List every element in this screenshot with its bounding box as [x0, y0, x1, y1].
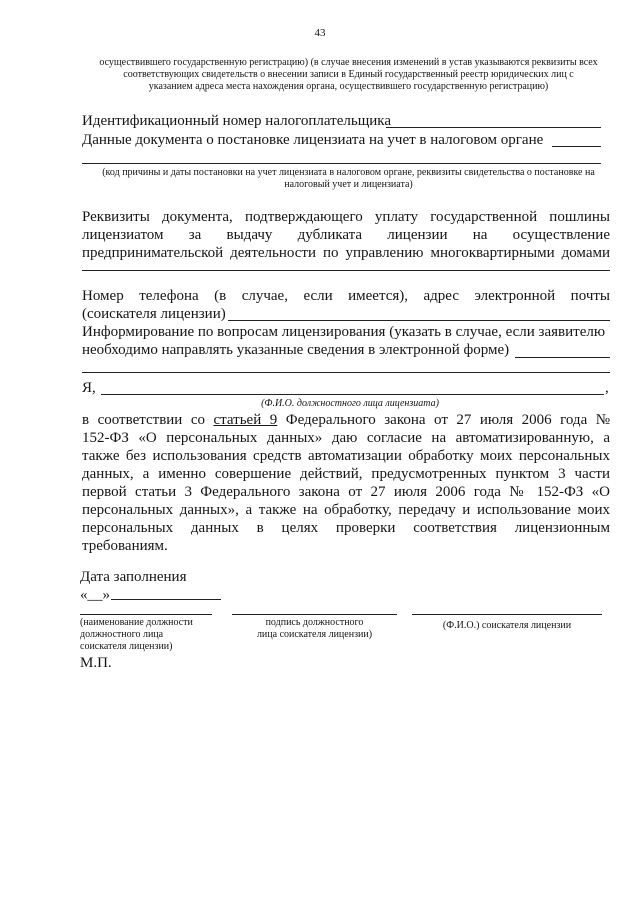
position-caption — [80, 617, 193, 653]
signature-caption — [232, 617, 397, 641]
consent-line: требованиям. — [82, 538, 168, 554]
fio-field-line[interactable] — [101, 394, 604, 395]
fee-field-line[interactable] — [82, 270, 610, 271]
position-caption-line: соискателя лицензии) — [80, 641, 173, 652]
consent-line: 152-ФЗ «О персональных данных» даю согласие на автоматизированную, а — [82, 430, 610, 446]
ya-label: Я, — [82, 380, 96, 396]
inn-label: Идентификационный номер налогоплательщика — [82, 113, 392, 129]
position-caption-line: (наименование должности — [80, 617, 193, 628]
consent-line — [82, 411, 610, 429]
info-line: необходимо направлять указанные сведения в электронной форме) — [82, 342, 510, 358]
tax-note-line: налоговый учет и лицензиата) — [284, 179, 413, 190]
fee-line: Реквизиты документа, подтверждающего уплату государственной пошлины — [82, 209, 610, 225]
registration-note-line: указанием адреса места нахождения органа, осуществившего государственную регистрацию) — [148, 81, 549, 92]
tax-doc-field-line-2[interactable] — [82, 163, 601, 164]
consent-text: Федерального закона от 27 июля 2006 года № — [285, 412, 611, 428]
position-caption-line: должностного лица — [80, 629, 164, 640]
date-label: Дата заполнения — [80, 569, 187, 585]
registration-note — [76, 57, 621, 93]
signature-caption-line: подпись должностного — [265, 617, 364, 628]
info-paragraph — [82, 323, 610, 359]
consent-line: первой статьи 3 Федерального закона от 27 июля 2006 года № 152-ФЗ «О — [82, 484, 610, 500]
date-field-line[interactable] — [111, 599, 221, 600]
comma: , — [605, 380, 609, 396]
date-quote: «__» — [80, 587, 110, 603]
fee-line: предпринимательской деятельности по управлению многоквартирными домами — [82, 245, 610, 261]
consent-text: в соответствии со — [82, 412, 205, 428]
phone-line: (соискателя лицензии) — [82, 306, 226, 322]
signature-field-line[interactable] — [232, 614, 397, 615]
tax-note-line: (код причины и даты постановки на учет лицензиата в налоговом органе, реквизиты свидетельства о постановке на — [102, 167, 595, 178]
tax-doc-field-line[interactable] — [552, 146, 601, 147]
fio-applicant-field-line[interactable] — [412, 614, 602, 615]
consent-line: данных, а именно совершение действий, предусмотренных пунктом 3 части — [82, 466, 610, 482]
tax-doc-label: Данные документа о постановке лицензиата на учет в налоговом органе — [82, 132, 544, 148]
fee-paragraph — [82, 208, 610, 262]
consent-line: персональных данных в целях проверки соответствия лицензионным — [82, 520, 610, 536]
stamp-label: М.П. — [80, 655, 112, 671]
phone-line: Номер телефона (в случае, если имеется), адрес электронной почты — [82, 288, 610, 304]
fio-applicant-caption: (Ф.И.О.) соискателя лицензии — [442, 620, 572, 631]
registration-note-line: осуществившего государственную регистрацию) (в случае внесения изменений в устав указываются реквизиты всех — [99, 57, 598, 68]
signature-caption-line: лица соискателя лицензии) — [256, 629, 373, 640]
consent-paragraph — [82, 411, 610, 555]
fee-line: лицензиатом за выдачу дубликата лицензии на осуществление — [82, 227, 610, 243]
phone-paragraph — [82, 287, 610, 323]
phone-field-line[interactable] — [228, 320, 610, 321]
info-field-line-2[interactable] — [82, 372, 610, 373]
article-9-link[interactable]: статьей 9 — [213, 412, 278, 428]
consent-line: также без использования средств автоматизации обработку моих персональных — [82, 448, 610, 464]
consent-line: персональных данных», а также на обработку, передачу и использование моих — [82, 502, 610, 518]
registration-note-line: соответствующих свидетельств о внесении записи в Единый государственный реестр юридических лиц с — [123, 69, 574, 80]
position-field-line[interactable] — [80, 614, 212, 615]
fio-caption: (Ф.И.О. должностного лица лицензиата) — [261, 398, 439, 409]
page-number: 43 — [314, 27, 326, 39]
info-field-line[interactable] — [515, 357, 610, 358]
info-line: Информирование по вопросам лицензирования (указать в случае, если заявителю — [82, 324, 606, 340]
tax-note — [76, 167, 621, 191]
inn-field-line[interactable] — [386, 127, 601, 128]
